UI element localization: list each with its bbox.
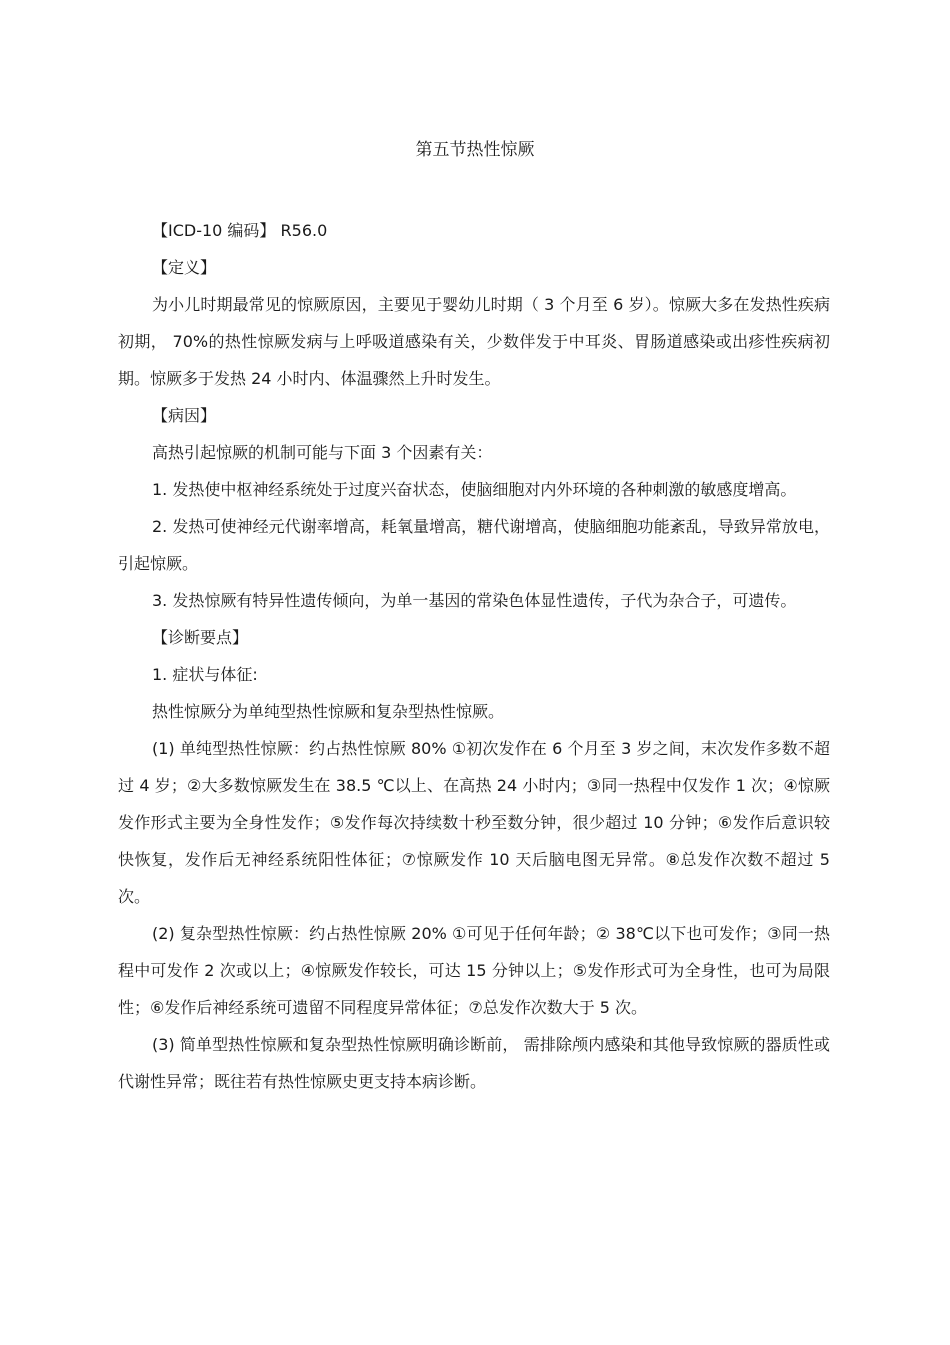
section-heading-etiology: 【病因】 [152, 406, 217, 425]
etiology-intro: 高热引起惊厥的机制可能与下面 3 个因素有关： [152, 443, 493, 462]
page-title: 第五节热性惊厥 [415, 140, 535, 160]
etiology-item-1: 1. 发热使中枢神经系统处于过度兴奋状态，使脑细胞对内外环境的各种刺激的敏感度增高。 [152, 480, 797, 499]
section-heading-diagnosis: 【诊断要点】 [152, 628, 249, 647]
document-body [118, 212, 830, 1100]
diagnosis-differential: (3) 简单型热性惊厥和复杂型热性惊厥明确诊断前， 需排除颅内感染和其他导致惊厥的器质性或代谢性异常；既往若有热性惊厥史更支持本病诊断。 [118, 1035, 830, 1091]
icd-code-line: 【ICD-10 编码】 R56.0 [152, 221, 328, 240]
definition-paragraph: 为小儿时期最常见的惊厥原因，主要见于婴幼儿时期（ 3 个月至 6 岁）。惊厥大多在发热性疾病初期， 70%的热性惊厥发病与上呼吸道感染有关，少数伴发于中耳炎、胃肠道感染或出疹性疾病初期。惊厥多于发热 24 小时内、体温骤然上升时发生。 [118, 295, 830, 388]
section-heading-definition: 【定义】 [152, 258, 217, 277]
diagnosis-complex-type: (2) 复杂型热性惊厥：约占热性惊厥 20% ①可见于任何年龄；② 38℃以下也可发作；③同一热程中可发作 2 次或以上；④惊厥发作较长，可达 15 分钟以上；⑤发作形式可为全身性，也可为局限性；⑥发作后神经系统可遗留不同程度异常体征；⑦总发作次数大于 5 次。 [118, 924, 830, 1017]
etiology-item-3: 3. 发热惊厥有特异性遗传倾向，为单一基因的常染色体显性遗传，子代为杂合子，可遗传。 [152, 591, 797, 610]
diagnosis-subheading: 1. 症状与体征: [152, 665, 258, 684]
diagnosis-simple-type: (1) 单纯型热性惊厥：约占热性惊厥 80% ①初次发作在 6 个月至 3 岁之间，末次发作多数不超过 4 岁；②大多数惊厥发生在 38.5 ℃以上、在高热 24 小时内；③同一热程中仅发作 1 次；④惊厥发作形式主要为全身性发作；⑤发作每次持续数十秒至数分钟，很少超过 10 分钟；⑥发作后意识较快恢复，发作后无神经系统阳性体征；⑦惊厥发作 10 天后脑电图无异常。⑧总发作次数不超过 5 次。 [118, 739, 830, 906]
diagnosis-intro: 热性惊厥分为单纯型热性惊厥和复杂型热性惊厥。 [152, 702, 505, 721]
etiology-item-2: 2. 发热可使神经元代谢率增高，耗氧量增高，糖代谢增高，使脑细胞功能紊乱，导致异常放电，引起惊厥。 [118, 517, 830, 573]
